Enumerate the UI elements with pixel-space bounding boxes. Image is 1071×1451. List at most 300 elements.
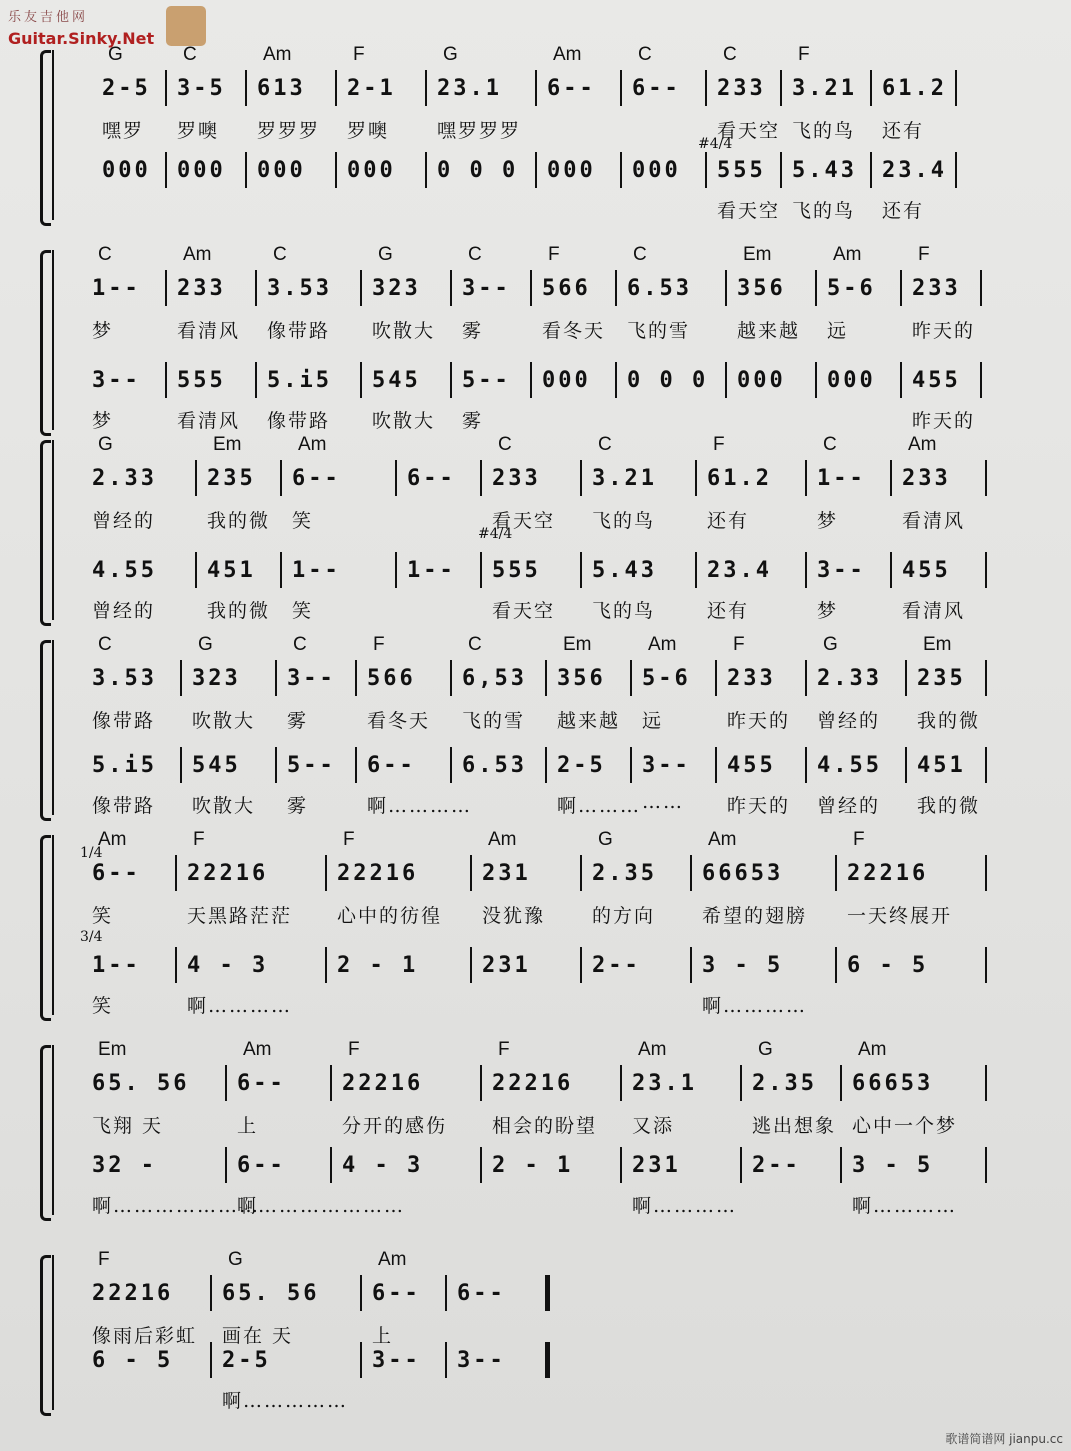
harmony-lyric: 啊………… bbox=[367, 795, 473, 817]
bar-line bbox=[900, 270, 902, 306]
bar-line bbox=[690, 947, 692, 983]
bar-line bbox=[360, 1275, 362, 1311]
bar-line bbox=[245, 70, 247, 106]
system-bracket bbox=[40, 640, 51, 821]
chord-symbol: Em bbox=[98, 1039, 127, 1060]
bar-line bbox=[330, 1147, 332, 1183]
lower-row bbox=[58, 558, 1008, 588]
bar-line bbox=[780, 152, 782, 188]
bar-line bbox=[275, 747, 277, 783]
melody-lyric: 上 bbox=[372, 1325, 394, 1347]
melody-lyric: 像带路 bbox=[92, 710, 156, 732]
melody-note-group: 22216 bbox=[337, 861, 419, 886]
melody-note-group: 65. 56 bbox=[92, 1071, 190, 1096]
score-system bbox=[58, 430, 1008, 630]
melody-note-group: 323 bbox=[372, 276, 421, 301]
melody-note-group: 66653 bbox=[702, 861, 784, 886]
harmony-lyric: 像带路 bbox=[267, 410, 331, 432]
chord-symbol: C bbox=[823, 434, 837, 455]
bottom-watermark: 歌谱简谱网 jianpu.cc bbox=[945, 1432, 1063, 1446]
harmony-note-group: 4.55 bbox=[817, 753, 882, 778]
system-bracket bbox=[40, 50, 51, 226]
melody-note-group: 5-6 bbox=[642, 666, 691, 691]
bar-line bbox=[360, 362, 362, 398]
harmony-note-group: 455 bbox=[727, 753, 776, 778]
bar-line bbox=[985, 1065, 987, 1101]
bar-line bbox=[890, 552, 892, 588]
melody-lyric: 飞的鸟 bbox=[592, 510, 656, 532]
melody-lyric: 看冬天 bbox=[367, 710, 431, 732]
chord-symbol: Am bbox=[833, 244, 862, 265]
bar-line bbox=[985, 1147, 987, 1183]
melody-note-group: 233 bbox=[717, 76, 766, 101]
system-line bbox=[52, 835, 54, 1015]
system-bracket bbox=[40, 250, 51, 436]
chord-symbol: Am bbox=[98, 829, 127, 850]
harmony-lyric: 啊………… bbox=[632, 1195, 738, 1217]
bar-line bbox=[445, 1275, 447, 1311]
bar-line bbox=[835, 855, 837, 891]
melody-note-group: 22216 bbox=[187, 861, 269, 886]
score-system bbox=[58, 1245, 1008, 1420]
chords-row bbox=[58, 434, 1008, 458]
melody-note-group: 235 bbox=[917, 666, 966, 691]
bar-line bbox=[545, 660, 547, 696]
melody-note-group: 2-5 bbox=[102, 76, 151, 101]
melody-lyric: 看天空 bbox=[717, 120, 781, 142]
chord-symbol: F bbox=[918, 244, 930, 265]
chord-symbol: G bbox=[823, 634, 838, 655]
harmony-lyric: 曾经的 bbox=[817, 795, 881, 817]
chords-row bbox=[58, 1249, 1008, 1273]
harmony-note-group: 000 bbox=[257, 158, 306, 183]
harmony-lyric: 昨天的 bbox=[912, 410, 976, 432]
bar-line bbox=[580, 552, 582, 588]
upper-row bbox=[58, 861, 1008, 891]
bar-line bbox=[535, 152, 537, 188]
melody-note-group: 323 bbox=[192, 666, 241, 691]
melody-lyric: 飞的鸟 bbox=[792, 120, 856, 142]
harmony-note-group: 3-- bbox=[642, 753, 691, 778]
chord-symbol: F bbox=[798, 44, 810, 65]
melody-note-group: 566 bbox=[542, 276, 591, 301]
harmony-note-group: 6.53 bbox=[462, 753, 527, 778]
bar-line bbox=[225, 1065, 227, 1101]
bar-line bbox=[705, 152, 707, 188]
harmony-note-group: 2-- bbox=[592, 953, 641, 978]
harmony-note-group: 555 bbox=[177, 368, 226, 393]
melody-lyric: 希望的翅膀 bbox=[702, 905, 808, 927]
bar-line bbox=[360, 270, 362, 306]
lower-row bbox=[58, 368, 1008, 398]
harmony-lyric: 吹散大 bbox=[192, 795, 256, 817]
watermark-en: Guitar.Sinky.Net bbox=[8, 29, 155, 48]
system-bracket bbox=[40, 1255, 51, 1416]
harmony-note-group: 23.4 bbox=[707, 558, 772, 583]
upper-lyric-row bbox=[58, 1321, 1008, 1347]
melody-note-group: 233 bbox=[177, 276, 226, 301]
bar-line bbox=[805, 552, 807, 588]
chord-symbol: Em bbox=[743, 244, 772, 265]
melody-lyric: 昨天的 bbox=[727, 710, 791, 732]
lower-lyric-row bbox=[58, 1386, 1008, 1412]
bar-line bbox=[470, 947, 472, 983]
chord-symbol: C bbox=[723, 44, 737, 65]
harmony-lyric: 看天空 bbox=[717, 200, 781, 222]
bar-line bbox=[255, 362, 257, 398]
upper-row bbox=[58, 1071, 1008, 1101]
bar-line bbox=[985, 660, 987, 696]
bar-line bbox=[620, 70, 622, 106]
score-system bbox=[58, 240, 1008, 440]
melody-lyric: 看清风 bbox=[177, 320, 241, 342]
chords-row bbox=[58, 244, 1008, 268]
bar-line bbox=[175, 947, 177, 983]
bar-line bbox=[165, 152, 167, 188]
bar-line bbox=[905, 747, 907, 783]
harmony-lyric: 笑 bbox=[92, 995, 114, 1017]
melody-lyric: 越来越 bbox=[737, 320, 801, 342]
upper-lyric-row bbox=[58, 116, 1008, 142]
melody-lyric: 曾经的 bbox=[817, 710, 881, 732]
harmony-lyric: 啊………………… bbox=[92, 1195, 261, 1217]
harmony-lyric: 啊………… bbox=[852, 1195, 958, 1217]
lower-row bbox=[58, 1348, 1008, 1378]
harmony-lyric: 笑 bbox=[292, 600, 314, 622]
melody-lyric: 飞翔 天 bbox=[92, 1115, 164, 1137]
melody-lyric: 逃出想象 bbox=[752, 1115, 837, 1137]
melody-note-group: 65. 56 bbox=[222, 1281, 320, 1306]
harmony-note-group: 2-- bbox=[752, 1153, 801, 1178]
melody-lyric: 上 bbox=[237, 1115, 259, 1137]
bar-line bbox=[165, 270, 167, 306]
harmony-note-group: 000 bbox=[347, 158, 396, 183]
bar-line bbox=[780, 70, 782, 106]
melody-lyric: 心中一个梦 bbox=[852, 1115, 958, 1137]
harmony-lyric: 看天空 bbox=[492, 600, 556, 622]
lower-row bbox=[58, 953, 1008, 983]
bar-line bbox=[325, 855, 327, 891]
harmony-note-group: 6 - 5 bbox=[92, 1348, 174, 1373]
chord-symbol: C bbox=[98, 244, 112, 265]
bar-line bbox=[725, 270, 727, 306]
harmony-note-group: 5.43 bbox=[792, 158, 857, 183]
bar-line bbox=[740, 1065, 742, 1101]
time-signature-mark: 3/4 bbox=[80, 929, 103, 945]
harmony-note-group: 231 bbox=[482, 953, 531, 978]
melody-note-group: 356 bbox=[737, 276, 786, 301]
harmony-note-group: 2 - 1 bbox=[492, 1153, 574, 1178]
chord-symbol: Am bbox=[378, 1249, 407, 1270]
bar-line bbox=[705, 70, 707, 106]
harmony-note-group: 545 bbox=[372, 368, 421, 393]
bar-line bbox=[450, 270, 452, 306]
upper-lyric-row bbox=[58, 506, 1008, 532]
chord-symbol: G bbox=[378, 244, 393, 265]
melody-note-group: 3.53 bbox=[92, 666, 157, 691]
melody-note-group: 3.21 bbox=[792, 76, 857, 101]
melody-note-group: 3.53 bbox=[267, 276, 332, 301]
harmony-note-group: 000 bbox=[827, 368, 876, 393]
bar-line bbox=[425, 152, 427, 188]
chords-row bbox=[58, 634, 1008, 658]
melody-lyric: 相会的盼望 bbox=[492, 1115, 598, 1137]
chord-symbol: C bbox=[183, 44, 197, 65]
harmony-note-group: 6 - 5 bbox=[847, 953, 929, 978]
melody-note-group: 6.53 bbox=[627, 276, 692, 301]
harmony-note-group: 0 0 0 bbox=[627, 368, 709, 393]
harmony-lyric: 我的微 bbox=[917, 795, 981, 817]
bar-line bbox=[480, 552, 482, 588]
melody-lyric: 还有 bbox=[707, 510, 750, 532]
bar-line bbox=[480, 460, 482, 496]
melody-lyric: 看冬天 bbox=[542, 320, 606, 342]
bar-line bbox=[985, 747, 987, 783]
melody-lyric: 看清风 bbox=[902, 510, 966, 532]
lower-lyric-row bbox=[58, 196, 1008, 222]
melody-note-group: 6-- bbox=[407, 466, 456, 491]
system-line bbox=[52, 440, 54, 620]
melody-note-group: 5-6 bbox=[827, 276, 876, 301]
melody-lyric: 没犹豫 bbox=[482, 905, 546, 927]
bar-line bbox=[615, 270, 617, 306]
bar-line bbox=[955, 70, 957, 106]
melody-lyric: 昨天的 bbox=[912, 320, 976, 342]
melody-lyric: 吹散大 bbox=[372, 320, 436, 342]
bar-line bbox=[280, 460, 282, 496]
melody-lyric: 的方向 bbox=[592, 905, 656, 927]
melody-lyric: 远 bbox=[642, 710, 664, 732]
melody-note-group: 3-- bbox=[462, 276, 511, 301]
harmony-lyric: 我的微 bbox=[207, 600, 271, 622]
system-bracket bbox=[40, 835, 51, 1021]
melody-lyric: 还有 bbox=[882, 120, 925, 142]
bar-line bbox=[840, 1065, 842, 1101]
bar-line bbox=[870, 70, 872, 106]
chord-symbol: F bbox=[353, 44, 365, 65]
melody-lyric: 笑 bbox=[292, 510, 314, 532]
harmony-note-group: 2-5 bbox=[557, 753, 606, 778]
chord-symbol: G bbox=[598, 829, 613, 850]
harmony-note-group: 23.4 bbox=[882, 158, 947, 183]
time-signature-mark: #4/4 bbox=[698, 136, 733, 152]
melody-lyric: 像带路 bbox=[267, 320, 331, 342]
system-line bbox=[52, 640, 54, 815]
melody-lyric: 画在 天 bbox=[222, 1325, 294, 1347]
melody-note-group: 6,53 bbox=[462, 666, 527, 691]
melody-note-group: 613 bbox=[257, 76, 306, 101]
bar-line bbox=[580, 947, 582, 983]
bar-line bbox=[450, 362, 452, 398]
bar-line bbox=[805, 660, 807, 696]
melody-note-group: 2.33 bbox=[817, 666, 882, 691]
bar-line bbox=[740, 1147, 742, 1183]
harmony-note-group: 5-- bbox=[287, 753, 336, 778]
bar-line bbox=[225, 1147, 227, 1183]
bar-line bbox=[580, 855, 582, 891]
chord-symbol: F bbox=[713, 434, 725, 455]
melody-note-group: 66653 bbox=[852, 1071, 934, 1096]
melody-lyric: 又添 bbox=[632, 1115, 675, 1137]
bar-line bbox=[425, 70, 427, 106]
melody-note-group: 22216 bbox=[92, 1281, 174, 1306]
harmony-lyric: …… bbox=[642, 791, 684, 813]
bar-line bbox=[275, 660, 277, 696]
harmony-note-group: 1-- bbox=[407, 558, 456, 583]
harmony-lyric: 啊………………… bbox=[237, 1195, 406, 1217]
chord-symbol: C bbox=[98, 634, 112, 655]
bar-line bbox=[450, 660, 452, 696]
system-line bbox=[52, 1045, 54, 1215]
harmony-note-group: 3 - 5 bbox=[852, 1153, 934, 1178]
melody-note-group: 6-- bbox=[237, 1071, 286, 1096]
melody-lyric: 飞的雪 bbox=[627, 320, 691, 342]
chord-symbol: F bbox=[193, 829, 205, 850]
harmony-note-group: 5-- bbox=[462, 368, 511, 393]
lower-row bbox=[58, 158, 1008, 188]
melody-lyric: 天黑路茫茫 bbox=[187, 905, 293, 927]
system-line bbox=[52, 50, 54, 220]
harmony-note-group: 1-- bbox=[292, 558, 341, 583]
melody-note-group: 231 bbox=[482, 861, 531, 886]
harmony-lyric: 看清风 bbox=[177, 410, 241, 432]
chord-symbol: Am bbox=[298, 434, 327, 455]
melody-note-group: 6-- bbox=[372, 1281, 421, 1306]
bar-line bbox=[165, 70, 167, 106]
bar-line bbox=[255, 270, 257, 306]
harmony-note-group: 000 bbox=[542, 368, 591, 393]
bar-line bbox=[330, 1065, 332, 1101]
bar-line bbox=[165, 362, 167, 398]
chords-row bbox=[58, 829, 1008, 853]
upper-row bbox=[58, 466, 1008, 496]
chords-row bbox=[58, 1039, 1008, 1063]
chord-symbol: Am bbox=[553, 44, 582, 65]
harmony-note-group: 000 bbox=[102, 158, 151, 183]
melody-note-group: 3-5 bbox=[177, 76, 226, 101]
harmony-lyric: 曾经的 bbox=[92, 600, 156, 622]
bar-line bbox=[580, 460, 582, 496]
harmony-lyric: 像带路 bbox=[92, 795, 156, 817]
chord-symbol: G bbox=[228, 1249, 243, 1270]
chord-symbol: F bbox=[373, 634, 385, 655]
harmony-note-group: 000 bbox=[632, 158, 681, 183]
harmony-note-group: 4 - 3 bbox=[187, 953, 269, 978]
chord-symbol: F bbox=[498, 1039, 510, 1060]
lower-lyric-row bbox=[58, 791, 1008, 817]
harmony-lyric: 梦 bbox=[92, 410, 114, 432]
harmony-note-group: 4.55 bbox=[92, 558, 157, 583]
lower-lyric-row bbox=[58, 406, 1008, 432]
melody-note-group: 2.35 bbox=[752, 1071, 817, 1096]
melody-note-group: 233 bbox=[902, 466, 951, 491]
bar-line bbox=[985, 552, 987, 588]
harmony-note-group: 555 bbox=[492, 558, 541, 583]
chord-symbol: Am bbox=[858, 1039, 887, 1060]
upper-lyric-row bbox=[58, 1111, 1008, 1137]
melody-lyric: 远 bbox=[827, 320, 849, 342]
score-system bbox=[58, 825, 1008, 1025]
bar-line bbox=[980, 362, 982, 398]
harmony-lyric: 吹散大 bbox=[372, 410, 436, 432]
chord-symbol: F bbox=[548, 244, 560, 265]
system-bracket bbox=[40, 1045, 51, 1221]
bar-line bbox=[620, 1147, 622, 1183]
bar-line bbox=[480, 1065, 482, 1101]
melody-lyric: 罗罗罗 bbox=[257, 120, 321, 142]
melody-note-group: 61.2 bbox=[882, 76, 947, 101]
melody-note-group: 23.1 bbox=[437, 76, 502, 101]
harmony-note-group: 3 - 5 bbox=[702, 953, 784, 978]
harmony-lyric: 还有 bbox=[707, 600, 750, 622]
bar-line bbox=[195, 460, 197, 496]
chord-symbol: C bbox=[633, 244, 647, 265]
chord-symbol: G bbox=[758, 1039, 773, 1060]
melody-lyric: 雾 bbox=[462, 320, 484, 342]
melody-note-group: 566 bbox=[367, 666, 416, 691]
harmony-note-group: 455 bbox=[912, 368, 961, 393]
harmony-note-group: 3-- bbox=[817, 558, 866, 583]
melody-lyric: 我的微 bbox=[917, 710, 981, 732]
chord-symbol: C bbox=[498, 434, 512, 455]
chord-symbol: F bbox=[853, 829, 865, 850]
harmony-note-group: 6-- bbox=[237, 1153, 286, 1178]
chord-symbol: Em bbox=[563, 634, 592, 655]
bar-line bbox=[445, 1342, 447, 1378]
bar-line bbox=[805, 460, 807, 496]
melody-note-group: 1-- bbox=[817, 466, 866, 491]
upper-lyric-row bbox=[58, 706, 1008, 732]
melody-note-group: 22216 bbox=[847, 861, 929, 886]
bar-line bbox=[630, 747, 632, 783]
melody-note-group: 2-1 bbox=[347, 76, 396, 101]
harmony-note-group: 231 bbox=[632, 1153, 681, 1178]
chord-symbol: C bbox=[638, 44, 652, 65]
melody-lyric: 吹散大 bbox=[192, 710, 256, 732]
bar-line bbox=[620, 152, 622, 188]
bar-line bbox=[815, 362, 817, 398]
bar-line bbox=[980, 270, 982, 306]
melody-lyric: 梦 bbox=[817, 510, 839, 532]
melody-note-group: 2.33 bbox=[92, 466, 157, 491]
chord-symbol: Em bbox=[213, 434, 242, 455]
harmony-note-group: 545 bbox=[192, 753, 241, 778]
bar-line bbox=[280, 552, 282, 588]
melody-note-group: 3.21 bbox=[592, 466, 657, 491]
bar-line bbox=[180, 660, 182, 696]
bar-line bbox=[210, 1275, 212, 1311]
bar-line bbox=[530, 270, 532, 306]
lower-lyric-row bbox=[58, 991, 1008, 1017]
melody-lyric: 曾经的 bbox=[92, 510, 156, 532]
bar-line bbox=[955, 152, 957, 188]
chord-symbol: G bbox=[443, 44, 458, 65]
harmony-note-group: 2 - 1 bbox=[337, 953, 419, 978]
harmony-lyric: 还有 bbox=[882, 200, 925, 222]
chord-symbol: G bbox=[198, 634, 213, 655]
bar-line bbox=[530, 362, 532, 398]
harmony-note-group: 000 bbox=[547, 158, 596, 183]
upper-row bbox=[58, 1281, 1008, 1311]
bar-line bbox=[835, 947, 837, 983]
melody-note-group: 6-- bbox=[457, 1281, 506, 1306]
bar-line bbox=[985, 947, 987, 983]
bar-line bbox=[210, 1342, 212, 1378]
harmony-note-group: 000 bbox=[177, 158, 226, 183]
harmony-lyric: 飞的鸟 bbox=[792, 200, 856, 222]
harmony-note-group: 2-5 bbox=[222, 1348, 271, 1373]
bar-line bbox=[695, 552, 697, 588]
